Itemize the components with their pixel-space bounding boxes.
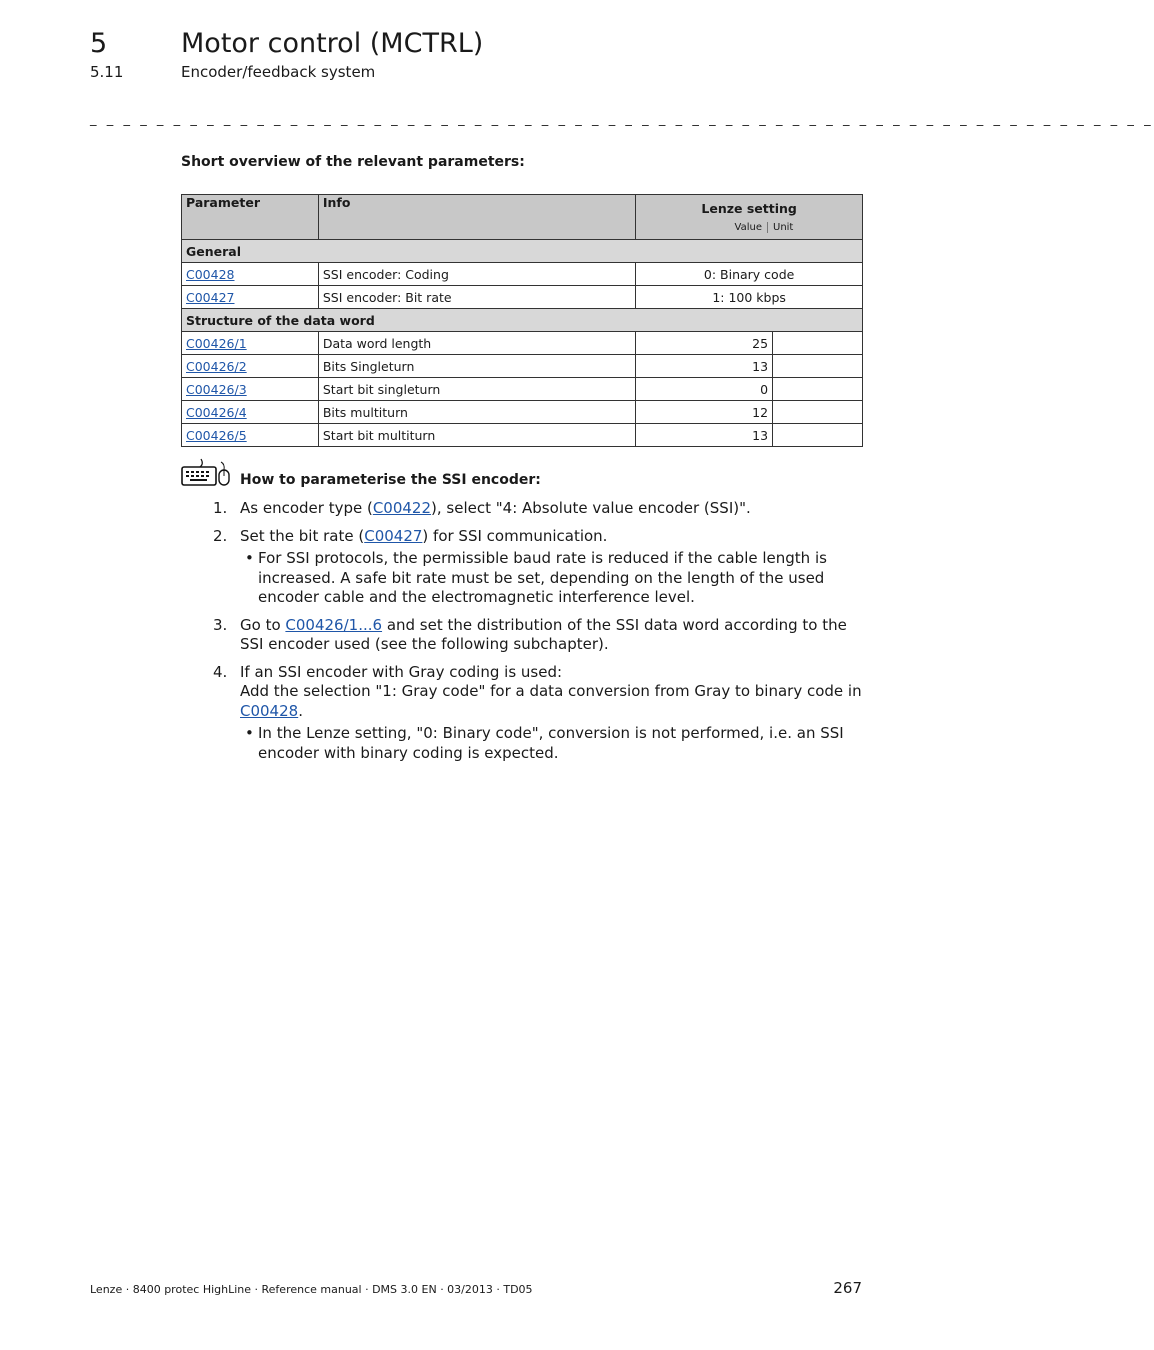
param-info: Start bit singleturn [318, 378, 635, 401]
header-separator: _ _ _ _ _ _ _ _ _ _ _ _ _ _ _ _ _ _ _ _ _ _ _ _ _ _ _ _ _ _ _ _ _ _ _ _ _ _ _ _ _ _ _ _ _ _ _ _ _ _ _ _ _ _ _ _ _ _ _ _ _ _ _ _ [90, 112, 1154, 127]
param-link-c00426-4[interactable]: C00426/4 [186, 404, 247, 420]
param-link-c00428[interactable]: C00428 [186, 266, 235, 282]
param-link-c00426-2[interactable]: C00426/2 [186, 358, 247, 374]
param-info: SSI encoder: Bit rate [318, 286, 635, 309]
overview-title: Short overview of the relevant parameters: [181, 154, 525, 170]
param-value: 13 [636, 424, 773, 447]
chapter-title: Motor control (MCTRL) [181, 28, 484, 59]
param-value: 13 [636, 355, 773, 378]
keyboard-mouse-icon [181, 458, 233, 488]
table-row [182, 355, 863, 378]
table-row [182, 332, 863, 355]
table-group-row [182, 309, 863, 332]
group-label-data-word: Structure of the data word [182, 309, 863, 332]
list-item [213, 499, 863, 519]
table-row [182, 286, 863, 309]
howto-title: How to parameterise the SSI encoder: [240, 472, 541, 488]
param-info: Data word length [318, 332, 635, 355]
parameters-table [181, 194, 863, 447]
table-row [182, 424, 863, 447]
param-info: Start bit multiturn [318, 424, 635, 447]
param-link-c00427[interactable]: C00427 [186, 289, 235, 305]
param-info: Bits Singleturn [318, 355, 635, 378]
bullet-text: For SSI protocols, the permissible baud rate is reduced if the cable length is increased. A safe bit rate must be set, depending on the length of the used encoder cable and the electromagnetic interference level. [258, 549, 827, 606]
param-link-c00426-1[interactable]: C00426/1 [186, 335, 247, 351]
list-item [213, 527, 863, 608]
step-text: As encoder type (C00422), select "4: Absolute value encoder (SSI)". [240, 499, 751, 517]
param-info: Bits multiturn [318, 401, 635, 424]
param-value: 25 [636, 332, 773, 355]
param-setting: 1: 100 kbps [636, 286, 863, 309]
table-header-row [182, 195, 863, 240]
section-title: Encoder/feedback system [181, 63, 376, 81]
param-unit [773, 332, 863, 355]
list-item [213, 663, 863, 764]
chapter-number: 5 [90, 28, 108, 59]
link-c00427[interactable]: C00427 [364, 526, 423, 545]
link-c00422[interactable]: C00422 [372, 499, 432, 517]
step-number: 4. [213, 662, 228, 681]
param-setting: 0: Binary code [636, 263, 863, 286]
step-number: 1. [213, 499, 228, 517]
table-row [182, 263, 863, 286]
link-c00426-range[interactable]: C00426/1...6 [285, 615, 383, 634]
link-c00428[interactable]: C00428 [240, 701, 299, 720]
step-number: 3. [213, 615, 228, 634]
step-text: Set the bit rate (C00427) for SSI communication. • For SSI protocols, the permissible baud rate is reduced if the cable length is increased. A safe bit rate must be set, depending on the length of the used encoder cable and the electromagnetic interference level. [240, 527, 863, 608]
param-unit [773, 355, 863, 378]
group-label-general: General [182, 240, 863, 263]
param-unit [773, 401, 863, 424]
step-text: Go to C00426/1...6 and set the distribution of the SSI data word according to the SSI encoder used (see the following subchapter). [240, 615, 847, 653]
header-lenze-setting-label: Lenze setting [701, 201, 797, 216]
footer-text: Lenze · 8400 protec HighLine · Reference manual · DMS 3.0 EN · 03/2013 · TD05 [90, 1283, 533, 1296]
table-row [182, 401, 863, 424]
param-value: 12 [636, 401, 773, 424]
param-link-c00426-3[interactable]: C00426/3 [186, 381, 247, 397]
bullet-text: In the Lenze setting, "0: Binary code", conversion is not performed, i.e. an SSI encoder with binary coding is expected. [258, 724, 844, 762]
step-number: 2. [213, 526, 228, 545]
step-text: If an SSI encoder with Gray coding is used: Add the selection "1: Gray code" for a data conversion from Gray to binary code in C00428. • In the Lenze setting, "0: Binary code", conversion is not performed, i.e. an SSI encoder with binary coding is expected. [240, 662, 862, 762]
bullet-item: • For SSI protocols, the permissible baud rate is reduced if the cable length is increased. A safe bit rate must be set, depending on the length of the used encoder cable and the electromagnetic interference level. [240, 549, 863, 608]
page-number: 267 [833, 1279, 862, 1297]
header-lenze-setting [636, 195, 863, 240]
bullet-item: • In the Lenze setting, "0: Binary code", conversion is not performed, i.e. an SSI encoder with binary coding is expected. [240, 724, 863, 763]
header-info: Info [318, 195, 635, 240]
header-value: Value [734, 222, 762, 233]
param-value: 0 [636, 378, 773, 401]
param-unit [773, 424, 863, 447]
param-unit [773, 378, 863, 401]
howto-steps [213, 499, 863, 771]
list-item [213, 616, 863, 655]
param-link-c00426-5[interactable]: C00426/5 [186, 427, 247, 443]
header-unit: Unit [767, 222, 858, 233]
table-row [182, 378, 863, 401]
table-group-row [182, 240, 863, 263]
header-parameter: Parameter [182, 195, 319, 240]
param-info: SSI encoder: Coding [318, 263, 635, 286]
section-number: 5.11 [90, 63, 124, 81]
